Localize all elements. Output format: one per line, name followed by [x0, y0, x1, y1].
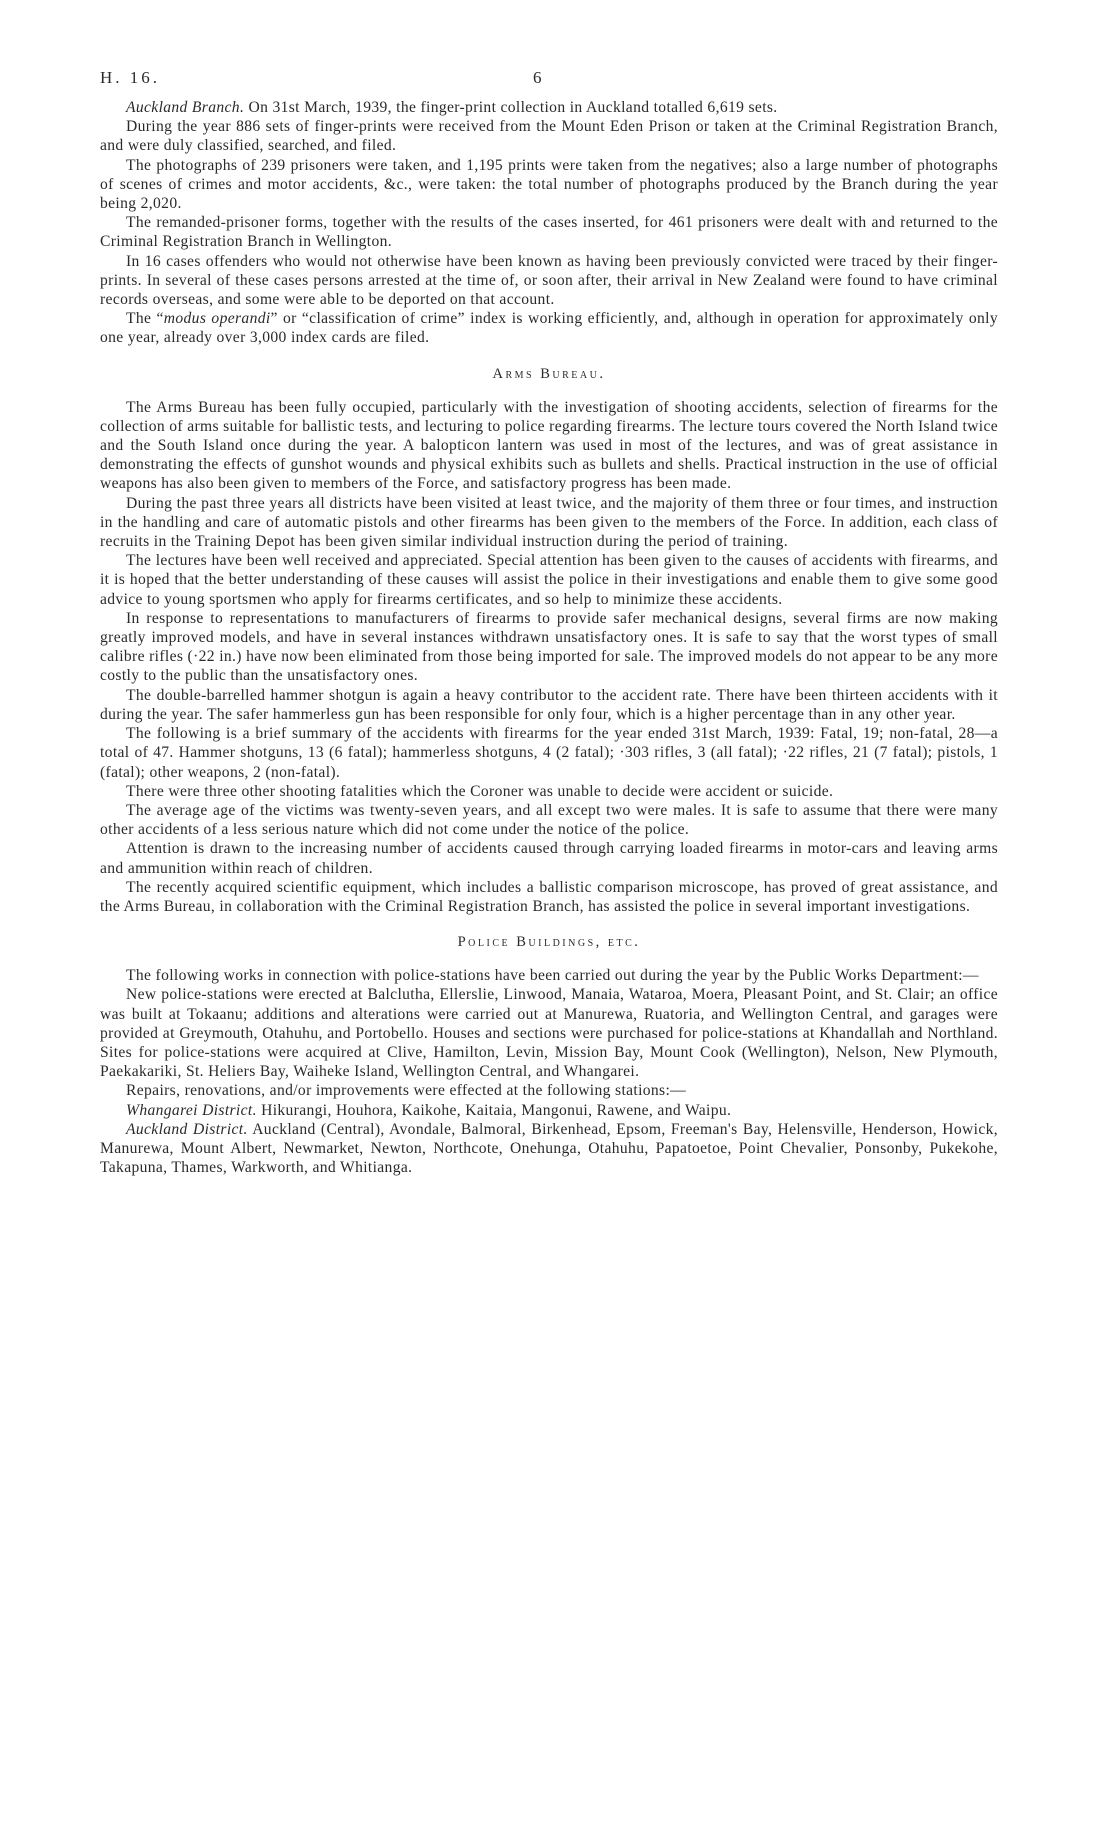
paragraph: In response to representations to manufacturers of firearms to provide safer mechanical designs, several firms are now making greatly improved models, and have in several instances withdrawn unsatisfactory ones. It is safe to say that the worst types of small calibre rifles (·22 in.) have now been eliminated from those being imported for sale. The improved models do not appear to be any more costly to the public than the unsatisfactory ones. [100, 609, 998, 685]
paragraph: New police-stations were erected at Balclutha, Ellerslie, Linwood, Manaia, Wataroa, Moera, Pleasant Point, and St. Clair; an office was built at Tokaanu; additions and alterations were carried out at Manurewa, Ruatoria, and Wellington Central, and garages were provided at Greymouth, Otahuhu, and Portobello. Houses and sections were purchased for police-stations at Khandallah and Northland. Sites for police-stations were acquired at Clive, Hamilton, Levin, Mission Bay, Mount Cook (Wellington), Nelson, New Plymouth, Paekakariki, St. Heliers Bay, Waiheke Island, Wellington Central, and Whangarei. [100, 986, 998, 1081]
paragraph [100, 309, 998, 347]
paragraph: There were three other shooting fatalities which the Coroner was unable to decide were accident or suicide. [126, 782, 834, 800]
district-label: Whangarei District. [126, 1101, 257, 1119]
district-stations: Hikurangi, Houhora, Kaikohe, Kaitaia, Mangonui, Rawene, and Waipu. [261, 1101, 732, 1119]
paragraph-text: ” or “classification of crime” index is working efficiently, and, although in operation for approximately only one year, already over 3,000 index cards are filed. [100, 310, 998, 347]
italic-term: modus operandi [163, 310, 271, 328]
police-buildings-section [100, 966, 998, 1177]
paragraph-lead: Auckland Branch. [126, 99, 245, 116]
paragraph: During the past three years all districts have been visited at least twice, and the majority of them three or four times, and instruction in the handling and care of automatic pistols and other firearms has been given to the members of the Force. In addition, each class of recruits in the Training Depot has been given similar individual instruction during the period of training. [100, 494, 998, 551]
paragraph-text: The “ [126, 310, 164, 328]
paragraph: In 16 cases offenders who would not otherwise have been known as having been previously convicted were traced by their finger-prints. In several of these cases persons arrested at the time of, or soon after, their arrival in New Zealand were found to have criminal records overseas, and some were able to be deported on that account. [100, 252, 998, 309]
section-heading-police-buildings: Police Buildings, etc. [457, 934, 641, 951]
paragraph: Repairs, renovations, and/or improvements were effected at the following stations:— [126, 1082, 687, 1100]
page-header [100, 60, 998, 98]
paragraph: The recently acquired scientific equipment, which includes a ballistic comparison microscope, has proved of great assistance, and the Arms Bureau, in collaboration with the Criminal Registration Branch, has assisted the police in several important investigations. [100, 878, 998, 915]
district-label: Auckland District. [126, 1120, 248, 1138]
paragraph: The following is a brief summary of the accidents with firearms for the year ended 31st March, 1939: Fatal, 19; non-fatal, 28—a total of 47. Hammer shotguns, 13 (6 fatal); hammerless shotguns, 4 (2 fatal); ·303 rifles, 3 (all fatal); ·22 rifles, 21 (7 fatal); pistols, 1 (fatal); other weapons, 2 (non-fatal). [100, 725, 998, 781]
paragraph [100, 1120, 998, 1178]
paragraph: The average age of the victims was twenty-seven years, and all except two were males. It is safe to assume that there were many other accidents of a less serious nature which did not come under the notice of the police. [100, 801, 998, 839]
paragraph: The photographs of 239 prisoners were taken, and 1,195 prints were taken from the negatives; also a large number of photographs of scenes of crimes and motor accidents, &c., were taken: the total number of photographs produced by the Branch during the year being 2,020. [100, 156, 998, 213]
section-heading-arms-bureau: Arms Bureau. [492, 365, 606, 382]
document-reference: H. 16. [100, 68, 161, 87]
paragraph [100, 98, 998, 117]
district-stations: Auckland (Central), Avondale, Balmoral, Birkenhead, Epsom, Freeman's Bay, Helensville, Henderson, Howick, Manurewa, Mount Albert, Newmarket, Newton, Northcote, Onehunga, Otahuhu, Papatoetoe, Point Chevalier, Ponsonby, Pukekohe, Takapuna, Thames, Warkworth, and Whitianga. [100, 1120, 998, 1177]
paragraph: The lectures have been well received and appreciated. Special attention has been given to the causes of accidents with firearms, and it is hoped that the better understanding of these causes will assist the police in their investigations and enable them to give some good advice to young sportsmen who apply for firearms certificates, and so help to minimize these accidents. [100, 552, 998, 608]
paragraph: During the year 886 sets of finger-prints were received from the Mount Eden Prison or taken at the Criminal Registration Branch, and were duly classified, searched, and filed. [100, 118, 998, 155]
paragraph: The Arms Bureau has been fully occupied, particularly with the investigation of shooting accidents, selection of firearms for the collection of arms suitable for ballistic tests, and lecturing to police regarding firearms. The lecture tours covered the North Island twice and the South Island once during the year. A balopticon lantern was used in most of the lectures, and was of great assistance in demonstrating the effects of gunshot wounds and physical exhibits such as bullets and shells. Practical instruction in the use of official weapons has also been given to members of the Force, and satisfactory progress has been made. [100, 398, 998, 493]
paragraph: The double-barrelled hammer shotgun is again a heavy contributor to the accident rate. There have been thirteen accidents with it during the year. The safer hammerless gun has been responsible for only four, which is a higher percentage than in any other year. [100, 686, 998, 723]
paragraph: The remanded-prisoner forms, together with the results of the cases inserted, for 461 prisoners were dealt with and returned to the Criminal Registration Branch in Wellington. [100, 214, 998, 251]
page-number: 6 [533, 68, 544, 87]
paragraph: The following works in connection with police-stations have been carried out during the year by the Public Works Department:— [126, 967, 979, 985]
arms-bureau-section [100, 398, 998, 916]
paragraph [100, 1101, 998, 1120]
document-page [100, 60, 998, 1177]
paragraph-text: On 31st March, 1939, the finger-print collection in Auckland totalled 6,619 sets. [248, 99, 778, 116]
paragraph: Attention is drawn to the increasing number of accidents caused through carrying loaded firearms in motor-cars and leaving arms and ammunition within reach of children. [100, 840, 998, 877]
auckland-branch-section [100, 98, 998, 348]
